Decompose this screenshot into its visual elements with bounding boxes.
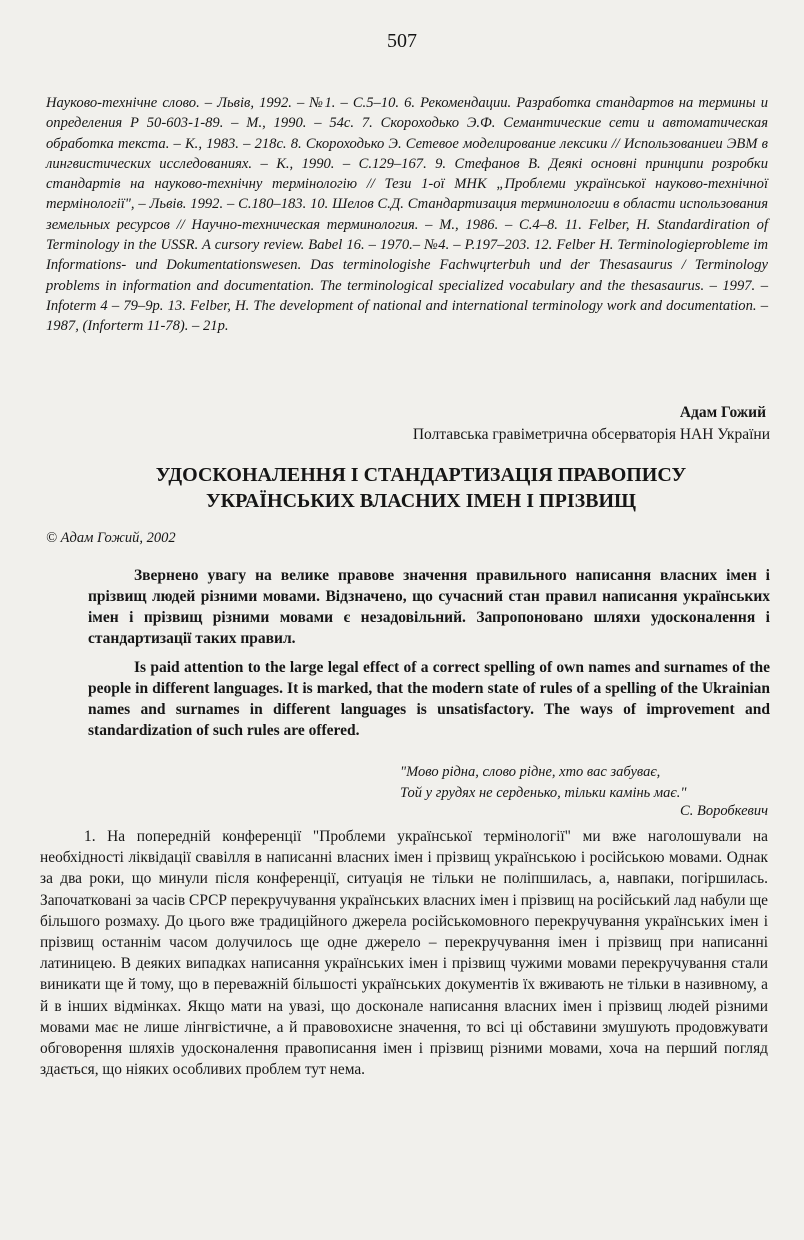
epigraph-author: С. Воробкевич — [680, 803, 768, 819]
epigraph — [400, 762, 768, 803]
page-number: 507 — [387, 30, 417, 52]
epigraph-line-1: "Мово рідна, слово рідне, хто вас забуває, — [400, 764, 661, 780]
epigraph-line-2: Той у грудях не серденько, тільки камінь має." — [400, 784, 687, 801]
copyright-notice: © Адам Гожий, 2002 — [46, 530, 176, 546]
author-affiliation: Полтавська гравіметрична обсерваторія НАН України — [412, 426, 770, 443]
references-continuation: Науково-технічне слово. – Львів, 1992. – №1. – С.5–10. 6. Рекомендации. Разработка стандартов на термины и определения Р 50-603-1-89. – М., 1990. – 54с. 7. Скороходько Э.Ф. Семантические сети и автоматическая обработка текста. – К., 1983. – 218с. 8. Скороходько Э. Сетевое моделирование лексики // Использованиеи ЭВМ в лингвистических исследованиях. – К., 1990. – С.129–167. 9. Стефанов В. Деякі основні принципи розробки стандартів на науково-технічну термінологію // Тези 1-ої МНК „Проблеми української науково-технічної термінології", – Львів. 1992. – С.180–183. 10. Шелов С.Д. Стандартизация терминологии в области использования земельных ресурсов // Научно-техническая терминология. – М., 1986. – С.4–8. 11. Felber, H. Standardiration of Terminology in the USSR. A cursory review. Babel 16. – 1970.– №4. – P.197–203. 12. Felber H. Terminologieprobleme im Informations- und Dokumentationswesen. Das terminologishe Fachwцrterbuh und der Thesasaurus / Terminology problems in information and documentation. The terminological specialized vocabulary and the thesasaurus. – 1997. – Infoterm 4 – 79–9p. 13. Felber, H. The development of national and international terminology work and documentation. – 1987, (Inforterm 11-78). – 21p. — [46, 95, 768, 335]
article-title — [60, 462, 782, 514]
abstract-english: Is paid attention to the large legal effect of a correct spelling of own names and surnames of the people in different languages. It is marked, that the modern state of rules of a spelling of the Ukrainian names and surnames in different languages is unsatisfactory. The ways of improvement and standardization of such rules are offered. — [88, 659, 770, 739]
body-paragraph: 1. На попередній конференції "Проблеми української термінології" ми вже наголошували на необхідності ліквідації свавілля в написанні власних імен і прізвищ українською і російською мовами. Однак за два роки, що минули після конференції, ситуація не тільки не поліпшилась, а, навпаки, погіршилась. Започатковані за часів СРСР перекручування українських власних імен і прізвищ на російський лад набули ще більшого розмаху. До цього вже традиційного джерела російськомовного перекручування українських імен і прізвищ останнім часом долучилось ще одне джерело – перекручування імен і прізвищ при написанні латиницею. В деяких випадках написання українських імен і прізвищ чужими мовами перекручування стали виникати ще й тому, що в переважній більшості українських документів їх вживають не тільки в називному, а й в інших відмінках. Якщо мати на увазі, що досконале написання власних імен і прізвищ людей різними мовами має не лише лінгвістичне, а й правовохисне значення, то всі ці обставини змушують продовжувати обговорення шляхів удосконалення правописання імен і прізвищ різними мовами, хоча на перший погляд здається, що ніяких особливих проблем тут нема. — [40, 828, 768, 1079]
title-line-1: УДОСКОНАЛЕННЯ І СТАНДАРТИЗАЦІЯ ПРАВОПИСУ — [155, 464, 687, 486]
author-name: Адам Гожий — [679, 404, 766, 421]
title-line-2: УКРАЇНСЬКИХ ВЛАСНИХ ІМЕН І ПРІЗВИЩ — [205, 490, 637, 512]
abstract-ukrainian: Звернено увагу на велике правове значення правильного написання власних імен і прізвищ людей різними мовами. Відзначено, що сучасний стан правил написання українських імен і прізвищ різними мовами є незадовільний. Запропоновано шляхи удосконалення і стандартизації таких правил. — [88, 567, 770, 647]
